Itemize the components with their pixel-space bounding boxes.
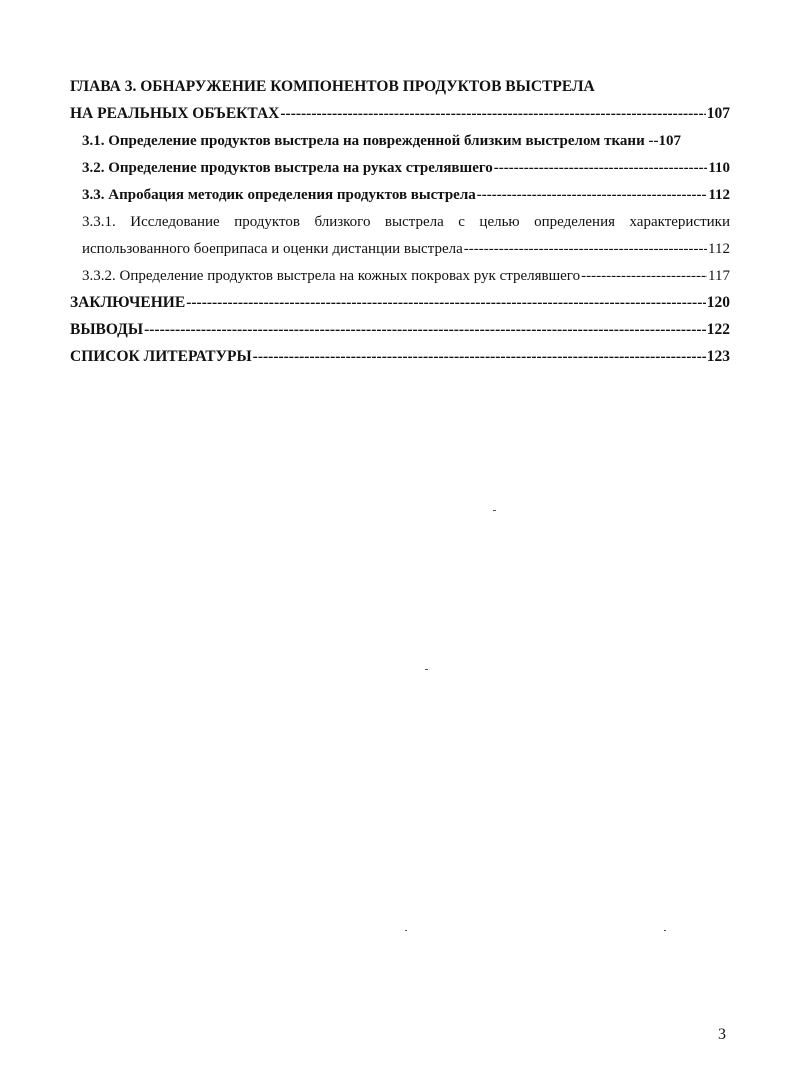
- toc-entry-title: ЗАКЛЮЧЕНИЕ: [70, 294, 186, 311]
- toc-page-number: 120: [706, 294, 730, 311]
- toc-entry-title: 3.2. Определение продуктов выстрела на руках стрелявшего: [82, 160, 493, 176]
- toc-page-number: 112: [708, 241, 730, 257]
- toc-entry-title: СПИСОК ЛИТЕРАТУРЫ: [70, 348, 252, 365]
- toc-entry-title: использованного боеприпаса и оценки дистанции выстрела: [82, 241, 463, 257]
- toc-page-number: 123: [706, 348, 730, 365]
- toc-entry-3-1: [82, 130, 730, 152]
- toc-entry-3-3: [82, 184, 730, 206]
- toc-entry-3-3-1-line1: 3.3.1. Исследование продуктов близкого выстрела с целью определения характеристики: [82, 214, 730, 230]
- toc-leader: [581, 265, 707, 287]
- toc-entry-conclusion: [70, 292, 730, 314]
- toc-chapter3-title-line2: НА РЕАЛЬНЫХ ОБЪЕКТАХ: [70, 105, 280, 122]
- toc-leader: [464, 238, 707, 260]
- toc-entry-title: 3.3. Апробация методик определения продуктов выстрела: [82, 187, 476, 203]
- toc-entry-findings: [70, 319, 730, 341]
- toc-page-number: 107: [706, 105, 730, 122]
- toc-entry-title: ВЫВОДЫ: [70, 321, 144, 338]
- scan-speck: [664, 930, 666, 931]
- toc-page-number: 107: [658, 133, 681, 149]
- toc-entry-3-3-1: [82, 238, 730, 260]
- toc-leader: [477, 184, 708, 206]
- scan-speck: [493, 510, 496, 511]
- toc-leader: [494, 157, 708, 179]
- page-number: 3: [718, 1026, 726, 1043]
- toc-page-number: 112: [708, 187, 730, 203]
- toc-entry-3-2: [82, 157, 730, 179]
- toc-leader: [144, 319, 706, 341]
- toc-entry-references: [70, 346, 730, 368]
- toc-page-number: 110: [708, 160, 730, 176]
- toc-entry-title: 3.1. Определение продуктов выстрела на поврежденной близким выстрелом ткани --: [82, 133, 659, 149]
- toc-page-number: 122: [706, 321, 730, 338]
- toc-leader: [186, 292, 706, 314]
- toc-leader: [280, 103, 705, 125]
- scan-speck: [405, 930, 407, 931]
- toc-chapter3-title-line1: ГЛАВА 3. ОБНАРУЖЕНИЕ КОМПОНЕНТОВ ПРОДУКТОВ ВЫСТРЕЛА: [70, 78, 595, 95]
- toc-page-number: 117: [708, 268, 730, 284]
- toc-entry-chapter3: [70, 103, 730, 125]
- toc-leader: [253, 346, 706, 368]
- toc-entry-title: 3.3.2. Определение продуктов выстрела на кожных покровах рук стрелявшего: [82, 268, 581, 284]
- toc-entry-3-3-2: [82, 265, 730, 287]
- scan-speck: [425, 669, 428, 670]
